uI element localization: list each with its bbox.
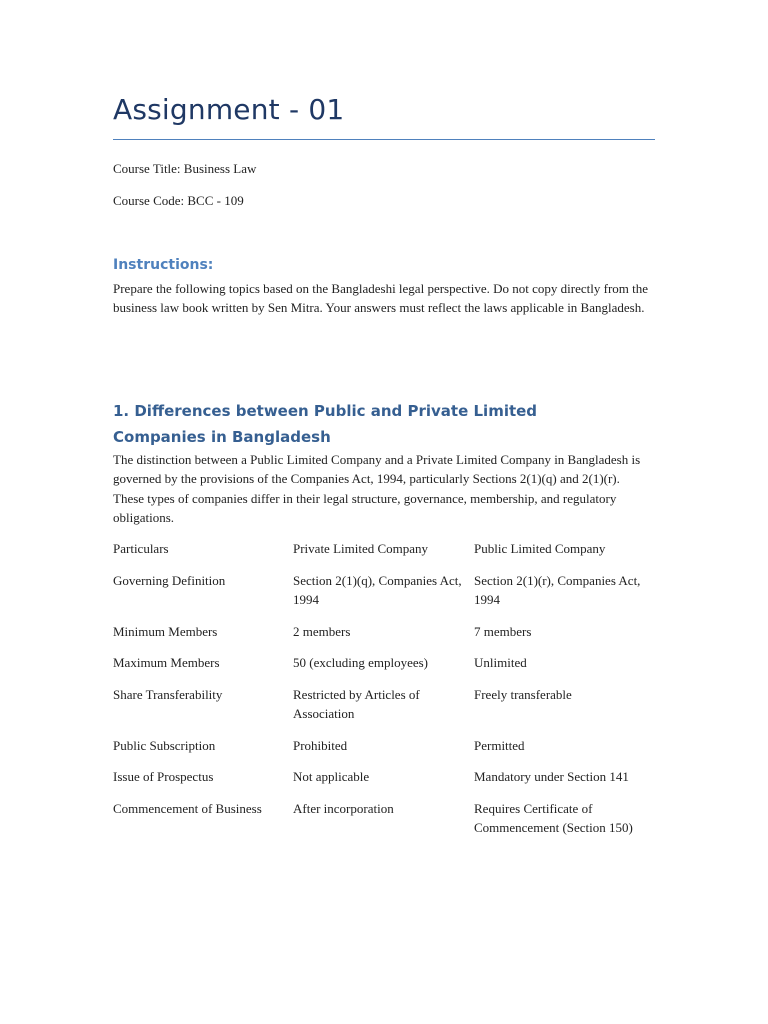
table-cell: Section 2(1)(q), Companies Act, 1994	[293, 572, 462, 607]
table-cell: Permitted	[474, 737, 525, 753]
table-row	[113, 571, 655, 610]
table-row	[113, 736, 655, 756]
instructions-heading: Instructions:	[113, 257, 214, 273]
comparison-table	[113, 539, 655, 850]
table-row	[113, 653, 655, 673]
table-cell: Share Transferability	[113, 686, 223, 702]
table-row	[113, 799, 655, 838]
section-1-text: The distinction between a Public Limited Company and a Private Limited Company in Bangladesh is governed by the provisions of the Companies Act, 1994, particularly Sections 2(1)(q) and 2(1)(r). These types of companies differ in their legal structure, governance, membership, and regulatory obligations.	[113, 452, 641, 526]
table-cell: Prohibited	[293, 737, 348, 753]
table-cell: Issue of Prospectus	[113, 769, 214, 784]
table-cell: Minimum Members	[113, 623, 218, 639]
title-divider	[113, 139, 655, 140]
section-1-heading: 1. Differences between Public and Private Limited Companies in Bangladesh	[113, 402, 538, 446]
table-header-cell: Particulars	[113, 541, 169, 556]
table-cell: After incorporation	[293, 800, 394, 816]
table-cell: 7 members	[474, 623, 532, 639]
table-header-cell: Private Limited Company	[293, 541, 429, 556]
table-cell: 2 members	[293, 623, 351, 639]
table-cell: Section 2(1)(r), Companies Act, 1994	[474, 572, 641, 607]
table-cell: 50 (excluding employees)	[293, 655, 429, 670]
document-title: Assignment - 01	[113, 93, 345, 126]
table-row	[113, 622, 655, 642]
table-cell: Commencement of Business	[113, 800, 262, 816]
table-row	[113, 685, 655, 724]
table-header-row	[113, 539, 655, 559]
instructions-text: Prepare the following topics based on the Bangladeshi legal perspective. Do not copy directly from the business law book written by Sen Mitra. Your answers must reflect the laws applicable in Bangladesh.	[113, 281, 649, 316]
course-code: Course Code: BCC - 109	[113, 193, 244, 208]
table-cell: Requires Certificate of Commencement (Section 150)	[474, 800, 633, 835]
table-cell: Unlimited	[474, 655, 527, 670]
table-header-cell: Public Limited Company	[474, 541, 606, 556]
table-cell: Not applicable	[293, 769, 370, 784]
table-cell: Restricted by Articles of Association	[293, 686, 420, 721]
table-cell: Public Subscription	[113, 737, 216, 753]
table-cell: Mandatory under Section 141	[474, 769, 629, 784]
table-row	[113, 767, 655, 787]
course-title: Course Title: Business Law	[113, 161, 257, 176]
table-cell: Maximum Members	[113, 655, 220, 670]
table-cell: Freely transferable	[474, 686, 572, 702]
table-cell: Governing Definition	[113, 572, 226, 588]
